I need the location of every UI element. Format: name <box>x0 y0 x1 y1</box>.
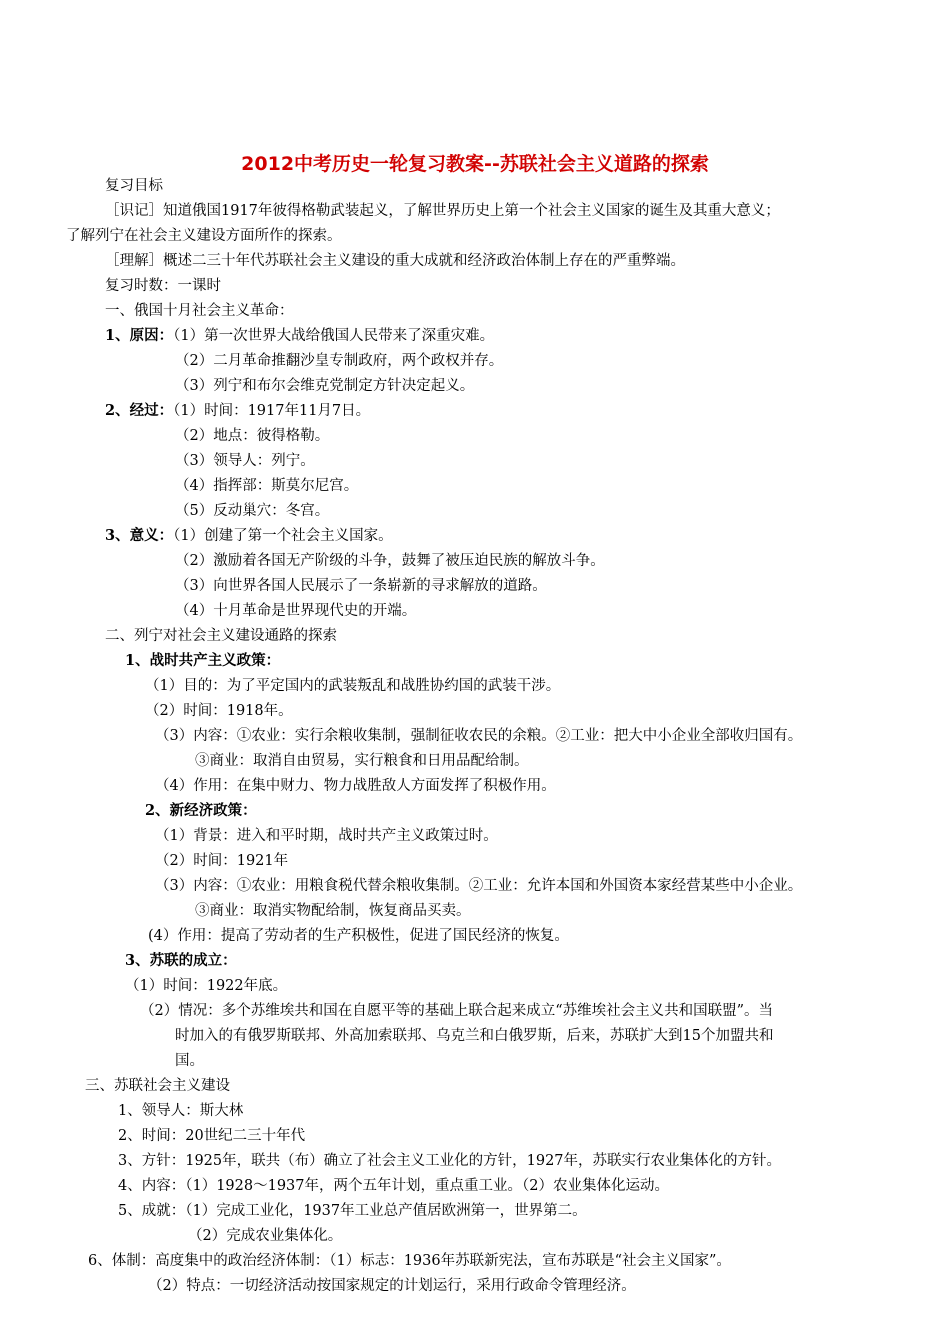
construction-leader: 1、领导人：斯大林 <box>118 1103 244 1119</box>
war-communism-item-4: （4）作用：在集中财力、物力战胜敌人方面发挥了积极作用。 <box>155 778 556 794</box>
war-communism-item-3-cont: ③商业：取消自由贸易，实行粮食和日用品配给制。 <box>195 753 529 769</box>
nep-item-4: (4）作用：提高了劳动者的生产积极性，促进了国民经济的恢复。 <box>148 928 569 944</box>
nep-item-1: （1）背景：进入和平时期，战时共产主义政策过时。 <box>155 828 498 844</box>
ussr-founding-heading: 3、苏联的成立： <box>125 952 237 969</box>
construction-achievement-2: （2）完成农业集体化。 <box>188 1228 343 1244</box>
nep-item-2: （2）时间：1921年 <box>155 853 289 869</box>
process-item-5: （5）反动巢穴：冬宫。 <box>175 503 330 519</box>
construction-content: 4、内容：（1）1928～1937年，两个五年计划，重点重工业。（2）农业集体化运动。 <box>118 1178 669 1194</box>
process-item-3: （3）领导人：列宁。 <box>175 453 315 469</box>
process-label: 2、经过： <box>105 402 174 419</box>
ussr-founding-item-2-end: 国。 <box>175 1053 204 1069</box>
war-communism-heading: 1、战时共产主义政策： <box>125 652 281 669</box>
process-item-1: （1）时间：1917年11月7日。 <box>173 403 371 419</box>
ussr-founding-item-2: （2）情况：多个苏维埃共和国在自愿平等的基础上联合起来成立“苏维埃社会主义共和国联盟”。当 <box>140 1003 774 1019</box>
significance-item-3: （3）向世界各国人民展示了一条崭新的寻求解放的道路。 <box>175 578 547 594</box>
war-communism-item-1: （1）目的：为了平定国内的武装叛乱和战胜协约国的武装干涉。 <box>145 678 561 694</box>
section-heading-1: 一、俄国十月社会主义革命： <box>105 303 294 319</box>
significance-label: 3、意义： <box>105 527 174 544</box>
construction-policy: 3、方针：1925年，联共（布）确立了社会主义工业化的方针，1927年，苏联实行农业集体化的方针。 <box>118 1153 782 1169</box>
nep-item-3: （3）内容：①农业：用粮食税代替余粮收集制。②工业：允许本国和外国资本家经营某些中小企业。 <box>155 878 803 894</box>
nep-heading: 2、新经济政策： <box>145 802 257 819</box>
construction-system-feature: （2）特点：一切经济活动按国家规定的计划运行，采用行政命令管理经济。 <box>148 1278 636 1294</box>
construction-time: 2、时间：20世纪二三十年代 <box>118 1128 306 1144</box>
significance-row <box>105 526 393 546</box>
war-communism-item-3: （3）内容：①农业：实行余粮收集制，强制征收农民的余粮。②工业：把大中小企业全部收归国有。 <box>155 728 803 744</box>
section-heading-2: 二、列宁对社会主义建设通路的探索 <box>105 628 337 644</box>
memorize-goal: ［识记］知道俄国1917年彼得格勒武装起义，了解世界历史上第一个社会主义国家的诞生及其重大意义； <box>105 203 780 219</box>
significance-item-1: （1）创建了第一个社会主义国家。 <box>173 528 393 544</box>
memorize-goal-cont: 了解列宁在社会主义建设方面所作的探索。 <box>66 228 342 244</box>
nep-item-3-cont: ③商业：取消实物配给制，恢复商品买卖。 <box>195 903 471 919</box>
war-communism-item-2: （2）时间：1918年。 <box>145 703 293 719</box>
process-row <box>105 401 370 421</box>
understand-goal: ［理解］概述二三十年代苏联社会主义建设的重大成就和经济政治体制上存在的严重弊端。 <box>105 253 685 269</box>
ussr-founding-item-1: （1）时间：1922年底。 <box>125 978 288 994</box>
process-item-2: （2）地点：彼得格勒。 <box>175 428 330 444</box>
cause-item-2: （2）二月革命推翻沙皇专制政府，两个政权并存。 <box>175 353 504 369</box>
review-hours: 复习时数：一课时 <box>105 278 221 294</box>
significance-item-2: （2）激励着各国无产阶级的斗争，鼓舞了被压迫民族的解放斗争。 <box>175 553 605 569</box>
process-item-4: （4）指挥部：斯莫尔尼宫。 <box>175 478 359 494</box>
construction-system: 6、体制：高度集中的政治经济体制：（1）标志：1936年苏联新宪法，宣布苏联是“社会主义国家”。 <box>88 1253 731 1269</box>
ussr-founding-item-2-cont: 时加入的有俄罗斯联邦、外高加索联邦、乌克兰和白俄罗斯，后来，苏联扩大到15个加盟共和 <box>175 1028 774 1044</box>
section-heading-3: 三、苏联社会主义建设 <box>85 1078 230 1094</box>
cause-label: 1、原因： <box>105 327 174 344</box>
construction-achievement: 5、成就：（1）完成工业化，1937年工业总产值居欧洲第一，世界第二。 <box>118 1203 587 1219</box>
significance-item-4: （4）十月革命是世界现代史的开端。 <box>175 603 417 619</box>
cause-row <box>105 326 494 346</box>
review-goal-heading: 复习目标 <box>105 178 163 194</box>
cause-item-3: （3）列宁和布尔会维克党制定方针决定起义。 <box>175 378 475 394</box>
document-title: 2012中考历史一轮复习教案--苏联社会主义道路的探索 <box>241 153 709 175</box>
cause-item-1: （1）第一次世界大战给俄国人民带来了深重灾难。 <box>173 328 495 344</box>
